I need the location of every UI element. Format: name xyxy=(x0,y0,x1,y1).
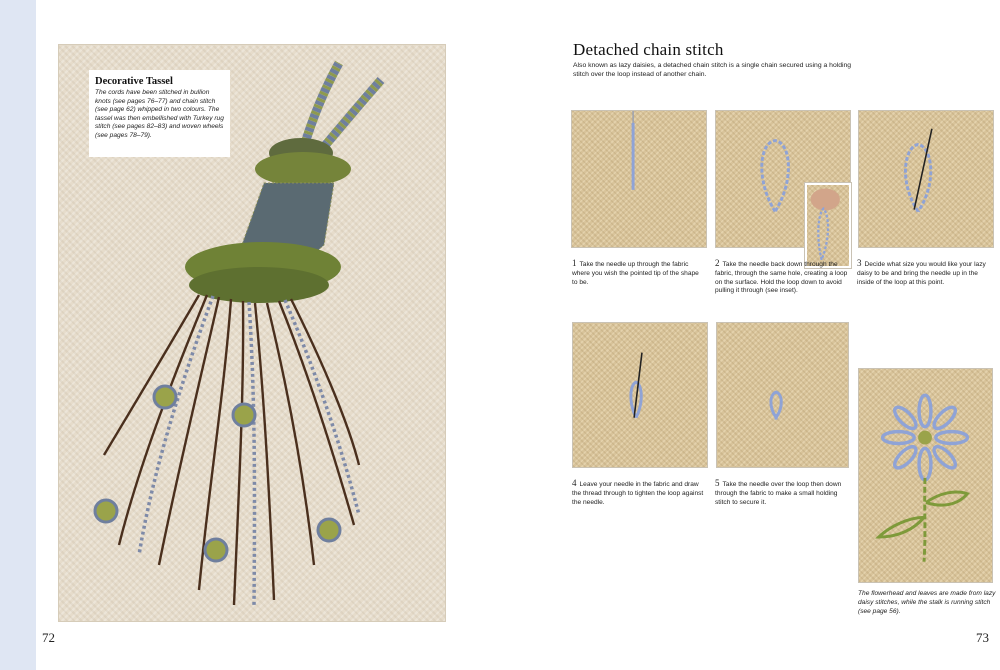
step-1-body: Take the needle up through the fabric where you wish the pointed tip of the shape to be. xyxy=(572,261,699,286)
step-4-text xyxy=(572,479,708,507)
page-number-right: 73 xyxy=(976,630,989,645)
finished-stitch-illustration xyxy=(717,323,848,467)
caption-text: The cords have been stitched in bullion knots (see pages 76–77) and chain stitch (see page 62) whipped in two colours. The tassel was then embellished with Turkey rug stitch (see pages 82–83) and woven wheels (see pages 78–79). xyxy=(95,89,224,139)
step-5-photo xyxy=(716,322,849,468)
step-4-photo xyxy=(572,322,708,468)
step-4-body: Leave your needle in the fabric and draw the thread through to tighten the loop against the needle. xyxy=(572,481,704,506)
step-3-text xyxy=(857,259,995,287)
page-number-left: 72 xyxy=(42,630,55,645)
thread-illustration xyxy=(572,111,706,247)
tightened-loop-illustration xyxy=(573,323,707,467)
step-1-photo xyxy=(571,110,707,248)
step-5-text xyxy=(715,479,849,507)
step-1-text xyxy=(572,259,704,287)
step-3-number: 3 xyxy=(857,258,862,268)
page-edge-strip xyxy=(0,0,36,670)
step-4-number: 4 xyxy=(572,478,577,488)
step-2-number: 2 xyxy=(715,258,720,268)
flower-illustration xyxy=(859,369,992,582)
step-2-text xyxy=(715,259,849,296)
step-5-body: Take the needle over the loop then down through the fabric to make a small holding stitch to secure it. xyxy=(715,481,842,506)
page-heading: Detached chain stitch xyxy=(573,40,724,59)
caption-title: Decorative Tassel xyxy=(95,76,173,87)
step-3-photo xyxy=(858,110,994,248)
tassel-caption-box xyxy=(89,70,230,157)
step-2-body: Take the needle back down through the fabric, through the same hole, creating a loop on the surface. Hold the loop down to avoid pulling it through (see inset). xyxy=(715,261,848,295)
inset-illustration xyxy=(807,185,849,266)
flower-caption: The flowerhead and leaves are made from lazy daisy stitches, while the stalk is running stitch (see page 56). xyxy=(858,590,996,615)
step-3-body: Decide what size you would like your lazy daisy to be and bring the needle up in the inside of the loop at this point. xyxy=(857,261,986,286)
step-2-inset-photo xyxy=(805,183,851,268)
intro-text: Also known as lazy daisies, a detached chain stitch is a single chain secured using a holding stitch over the loop instead of another chain. xyxy=(573,62,852,78)
flower-photo xyxy=(858,368,993,583)
step-1-number: 1 xyxy=(572,258,577,268)
needle-loop-illustration xyxy=(859,111,993,247)
step-5-number: 5 xyxy=(715,478,720,488)
